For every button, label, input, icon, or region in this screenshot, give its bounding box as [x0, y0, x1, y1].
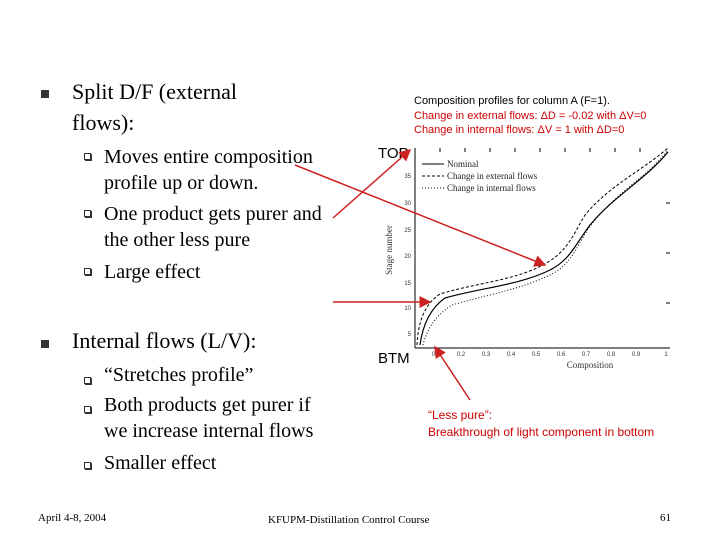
section2-item3-line1: Smaller effect [104, 452, 217, 474]
note-less-pure-line2: Breakthrough of light component in bottom [428, 425, 655, 439]
y-tick-label: 10 [404, 306, 411, 312]
y-tick-label: 25 [404, 228, 411, 234]
x-tick-label: 0.3 [481, 352, 491, 358]
x-tick-label: 0.7 [581, 352, 591, 358]
y-axis-label: Stage number [384, 225, 394, 275]
y-tick-label: 15 [404, 281, 411, 287]
x-tick-label: 0.8 [606, 352, 616, 358]
section2-item2-line2: we increase internal flows [104, 420, 314, 442]
section2-title: Internal flows (L/V): [72, 328, 257, 353]
x-tick-label: 0.1 [431, 352, 441, 358]
arrow-to-profile-shift [295, 165, 545, 265]
arrow-less-pure [435, 347, 470, 400]
x-tick-label: 0.5 [531, 352, 541, 358]
legend-label-nominal: Nominal [447, 159, 479, 169]
figure-caption-line3: Change in internal flows: ΔV = 1 with ΔD=0 [414, 124, 625, 136]
footer-date: April 4-8, 2004 [38, 512, 107, 524]
footer-page-number: 61 [660, 512, 671, 524]
section1-title-line1: Split D/F (external [72, 79, 237, 104]
section1-item2-line2: the other less pure [104, 229, 251, 251]
section1-title-line2: flows): [72, 110, 135, 135]
x-tick-label: 0.4 [506, 352, 516, 358]
section1-item1-line2: profile up or down. [104, 172, 259, 194]
section2-item1-line1: “Stretches profile” [104, 364, 254, 386]
arrow-to-top-curve [333, 150, 410, 218]
x-tick-label: 0.6 [556, 352, 566, 358]
y-tick-label: 30 [404, 201, 411, 207]
figure-caption-title: Composition profiles for column A (F=1). [414, 95, 610, 107]
section1-item2-line1: One product gets purer and [104, 203, 322, 225]
section1-item3-line1: Large effect [104, 261, 201, 283]
y-tick-label: 35 [404, 174, 411, 180]
x-tick-label: 0.2 [456, 352, 466, 358]
note-less-pure-line1: “Less pure”: [428, 408, 493, 422]
y-tick-label: 5 [407, 332, 411, 338]
x-tick-label: 1 [664, 352, 668, 358]
section1-item1-line1: Moves entire composition [104, 146, 313, 168]
x-axis-label: Composition [566, 360, 614, 370]
legend-label-internal: Change in internal flows [447, 183, 536, 193]
footer-course: KFUPM-Distillation Control Course [268, 514, 430, 526]
figure-caption-line2: Change in external flows: ΔD = -0.02 with ΔV=0 [414, 110, 647, 122]
x-tick-label: 0.9 [631, 352, 641, 358]
top-label: TOP [378, 145, 409, 162]
legend-label-external: Change in external flows [447, 171, 538, 181]
y-tick-label: 20 [404, 254, 411, 260]
btm-label: BTM [378, 350, 410, 367]
section2-item2-line1: Both products get purer if [104, 394, 311, 416]
